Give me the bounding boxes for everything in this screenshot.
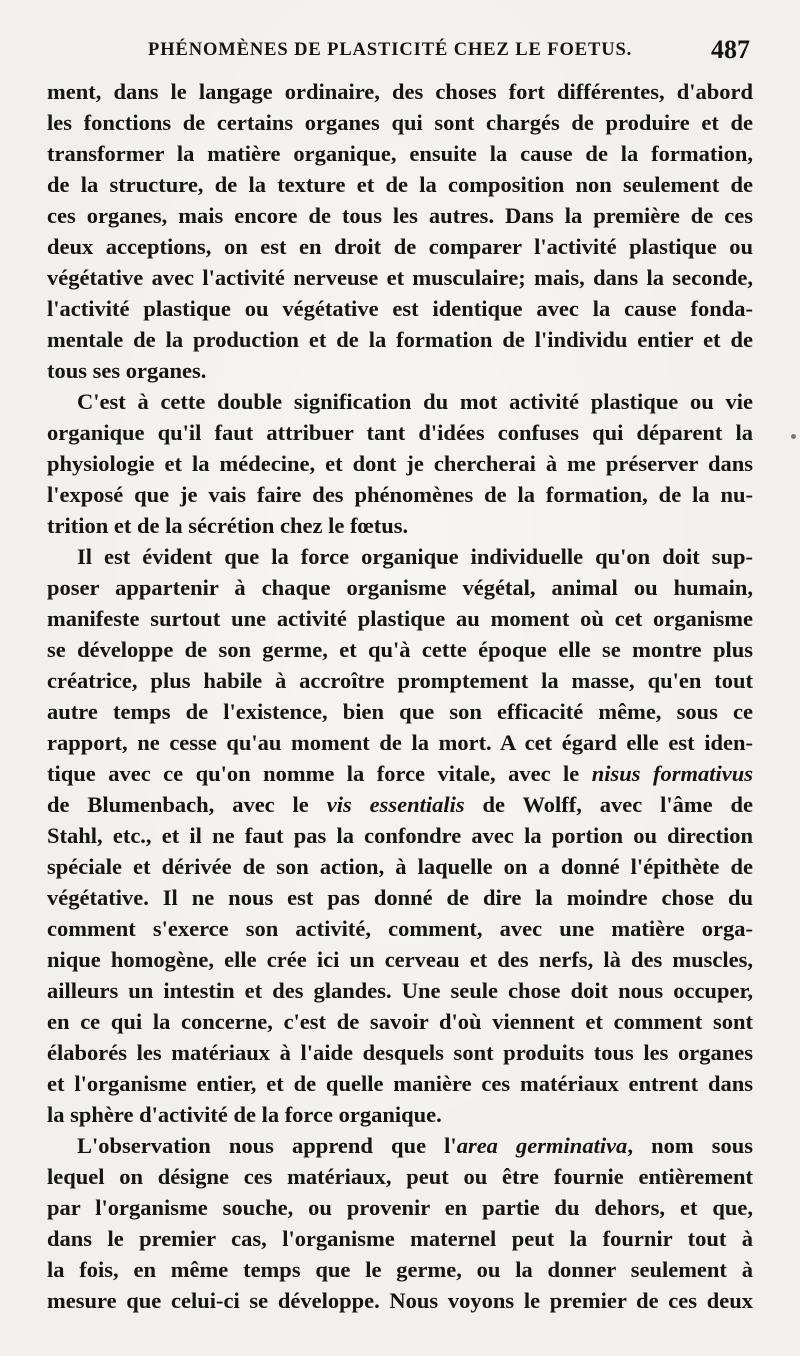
- text-line: élaborés les matériaux à l'aide desquels sont produits tous les organes: [47, 1040, 753, 1065]
- text-segment: tique avec ce qu'on nomme la force vitale, avec le: [47, 761, 592, 786]
- italic-term: area germinativa: [456, 1133, 628, 1158]
- text-line: deux acceptions, on est en droit de comparer l'activité plastique ou: [47, 234, 753, 259]
- body-text: [47, 76, 753, 1316]
- text-line: Stahl, etc., et il ne faut pas la confondre avec la portion ou direction: [47, 823, 753, 848]
- text-line: nique homogène, elle crée ici un cerveau et des nerfs, là des muscles,: [47, 947, 753, 972]
- text-line: créatrice, plus habile à accroître promptement la masse, qu'en tout: [47, 668, 753, 693]
- text-line: manifeste surtout une activité plastique au moment où cet organisme: [47, 606, 753, 631]
- text-line: autre temps de l'existence, bien que son efficacité même, sous ce: [47, 699, 753, 724]
- text-line: mentale de la production et de la formation de l'individu entier et de: [47, 327, 753, 352]
- text-line: et l'organisme entier, et de quelle manière ces matériaux entrent dans: [47, 1071, 753, 1096]
- text-line: l'exposé que je vais faire des phénomènes de la formation, de la nu-: [47, 482, 753, 507]
- text-line: par l'organisme souche, ou provenir en partie du dehors, et que,: [47, 1195, 753, 1220]
- running-head: PHÉNOMÈNES DE PLASTICITÉ CHEZ LE FOETUS.: [148, 40, 633, 60]
- text-line: rapport, ne cesse qu'au moment de la mort. A cet égard elle est iden-: [47, 730, 753, 755]
- text-line: tous ses organes.: [47, 358, 207, 383]
- text-line: poser appartenir à chaque organisme végétal, animal ou humain,: [47, 575, 753, 600]
- text-segment: de Wolff, avec l'âme de: [464, 792, 753, 817]
- text-segment: L'observation nous apprend que l': [77, 1133, 457, 1158]
- italic-term: vis essentialis: [326, 792, 465, 817]
- text-line: de la structure, de la texture et de la composition non seulement de: [47, 172, 753, 197]
- text-line: physiologie et la médecine, et dont je chercherai à me préserver dans: [47, 451, 753, 476]
- text-segment: , nom sous: [627, 1133, 753, 1158]
- page-number: 487: [711, 35, 750, 64]
- text-line: organique qu'il faut attribuer tant d'idées confuses qui déparent la: [47, 420, 753, 445]
- text-line: se développe de son germe, et qu'à cette époque elle se montre plus: [47, 637, 753, 662]
- italic-term: nisus formativus: [591, 761, 753, 786]
- text-line: mesure que celui-ci se développe. Nous voyons le premier de ces deux: [47, 1288, 753, 1313]
- text-line: spéciale et dérivée de son action, à laquelle on a donné l'épithète de: [47, 854, 753, 879]
- text-line: ment, dans le langage ordinaire, des choses fort différentes, d'abord: [47, 79, 753, 104]
- text-line: l'activité plastique ou végétative est identique avec la cause fonda-: [47, 296, 753, 321]
- text-line: les fonctions de certains organes qui sont chargés de produire et de: [47, 110, 753, 135]
- text-line: la fois, en même temps que le germe, ou la donner seulement à: [47, 1257, 753, 1282]
- text-line: la sphère d'activité de la force organique.: [47, 1102, 442, 1127]
- text-line: végétative. Il ne nous est pas donné de dire la moindre chose du: [47, 885, 753, 910]
- text-line: Il est évident que la force organique individuelle qu'on doit sup-: [77, 544, 753, 569]
- text-line: ailleurs un intestin et des glandes. Une seule chose doit nous occuper,: [47, 978, 753, 1003]
- text-line: transformer la matière organique, ensuite la cause de la formation,: [47, 141, 753, 166]
- text-line: végétative avec l'activité nerveuse et musculaire; mais, dans la seconde,: [47, 265, 753, 290]
- text-line: en ce qui la concerne, c'est de savoir d'où viennent et comment sont: [47, 1009, 753, 1034]
- text-line: [47, 789, 753, 820]
- text-line: comment s'exerce son activité, comment, avec une matière orga-: [47, 916, 753, 941]
- text-line: [47, 758, 753, 789]
- margin-mark: [791, 434, 796, 439]
- text-line: ces organes, mais encore de tous les autres. Dans la première de ces: [47, 203, 753, 228]
- text-line: [77, 1130, 753, 1161]
- text-line: dans le premier cas, l'organisme maternel peut la fournir tout à: [47, 1226, 753, 1251]
- text-segment: de Blumenbach, avec le: [47, 792, 327, 817]
- text-line: lequel on désigne ces matériaux, peut ou être fournie entièrement: [47, 1164, 753, 1189]
- page-header: [140, 34, 750, 70]
- text-line: trition et de la sécrétion chez le fœtus.: [47, 513, 409, 538]
- text-line: C'est à cette double signification du mot activité plastique ou vie: [77, 389, 753, 414]
